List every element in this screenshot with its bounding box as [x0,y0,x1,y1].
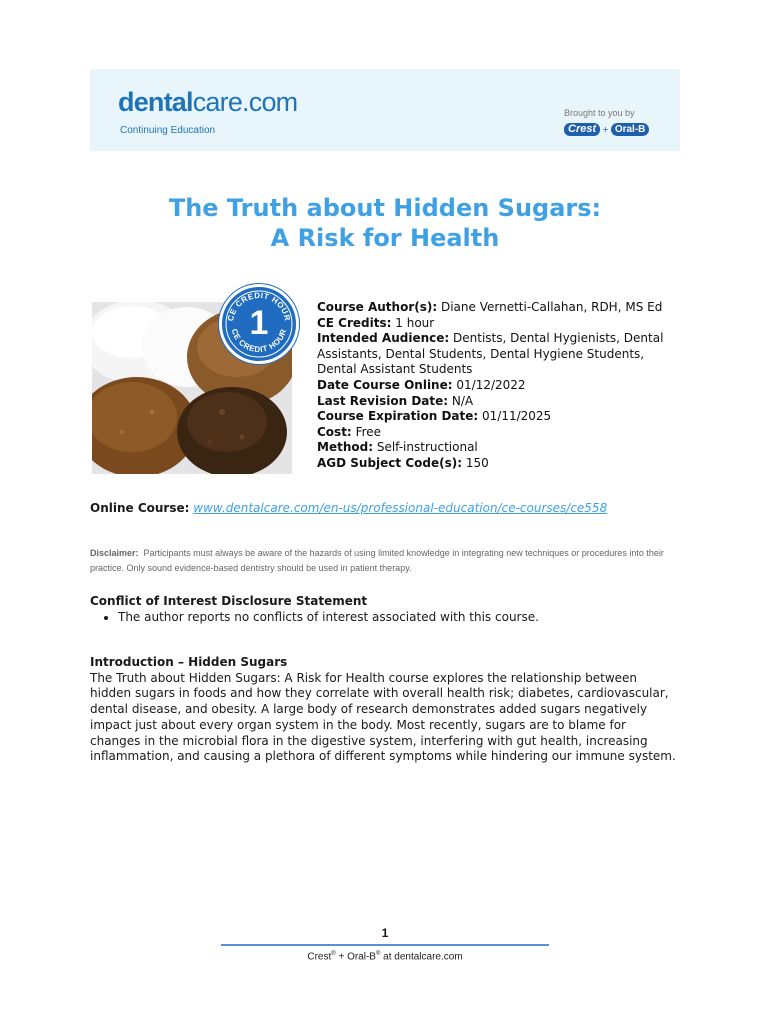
course-title [0,193,770,253]
course-details [317,300,687,472]
brought-to-you-label: Brought to you by [564,108,635,118]
ce-credit-badge [219,284,299,364]
oralb-logo: Oral-B [611,123,650,136]
header-banner [90,69,680,151]
agd-row: AGD Subject Code(s): 150 [317,455,489,470]
footer-divider [221,944,549,946]
conflict-list [90,609,680,625]
audience-row: Intended Audience: Dentists, Dental Hygienists, Dental Assistants, Dental Students, Dental Hygiene Students, Dental Assistant Students [317,331,664,377]
sponsor-logos [564,122,649,136]
introduction-text: The Truth about Hidden Sugars: A Risk for Health course explores the relationship between hidden sugars in foods and how they correlate with overall health risk; diabetes, cardiovascular, dental disease, and obesity. A large body of research demonstrates added sugars negatively impact just about every organ system in the body. Most recently, sugars are to blame for changes in the microbial flora in the digestive system, interfering with gut health, increasing inflammation, and causing a plethora of different symptoms while hindering our immune system. [90,670,676,764]
cost-row: Cost: Free [317,424,382,439]
credit-hour-number: 1 [249,304,269,342]
crest-logo: Crest [564,123,600,136]
plus-separator: + [602,124,609,134]
introduction-section [90,655,680,765]
page-number: 1 [381,926,389,940]
expiration-row: Course Expiration Date: 01/11/2025 [317,409,552,424]
logo-light-text: care.com [192,87,298,117]
footer-credit: Crest® + Oral-B® at dentalcare.com [307,951,463,963]
credits-row: CE Credits: 1 hour [317,315,435,330]
logo-bold-text: dental [118,87,193,117]
course-title-line-1: The Truth about Hidden Sugars: [168,194,602,222]
online-course-label: Online Course: [90,501,190,515]
svg-text:CE CREDIT HOUR: CE CREDIT HOUR [229,327,289,355]
author-row: Course Author(s): Diane Vernetti-Callahan, RDH, MS Ed [317,300,663,314]
method-row: Method: Self-instructional [317,440,478,455]
svg-text:CE CREDIT HOUR: CE CREDIT HOUR [226,290,292,322]
revision-row: Last Revision Date: N/A [317,393,474,408]
online-course-row [90,500,607,516]
conflict-heading: Conflict of Interest Disclosure Statement [90,594,368,608]
disclaimer [90,546,680,576]
dentalcare-logo[interactable] [118,89,297,116]
disclaimer-label: Disclaimer: [90,548,139,558]
disclaimer-text: Participants must always be aware of the hazards of using limited knowledge in integrating new techniques or procedures into their practice. Only sound evidence-based dentistry should be used in patient therapy. [90,548,664,573]
list-item: • The author reports no conflicts of interest associated with this course. [118,609,680,625]
course-title-line-2: A Risk for Health [270,224,500,252]
header-subtitle: Continuing Education [120,125,216,136]
introduction-heading: Introduction – Hidden Sugars [90,655,288,669]
conflict-of-interest-section [90,593,680,625]
online-course-link[interactable]: www.dentalcare.com/en-us/professional-education/ce-courses/ce558 [193,501,608,515]
date-online-row: Date Course Online: 01/12/2022 [317,377,526,392]
